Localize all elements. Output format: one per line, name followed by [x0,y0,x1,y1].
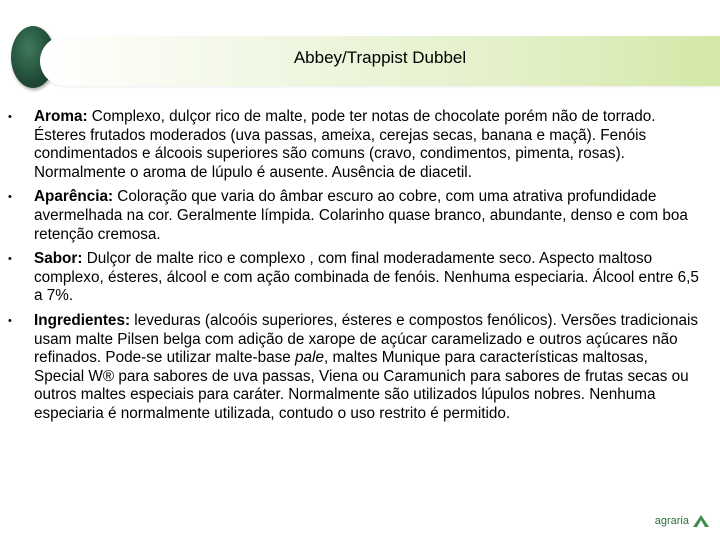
bullet-term: Sabor: [34,250,83,268]
agraria-logo [655,514,710,528]
bullet-dot: • [8,314,12,327]
slide-title: Abbey/Trappist Dubbel [293,48,467,67]
bullet-item-aparencia [0,188,720,244]
bullet-dot: • [8,191,12,204]
bullet-term: Aroma: [34,108,88,125]
bullet-text: Complexo, dulçor rico de malte, pode ter notas de chocolate porém não de torrado. Ésteres frutados moderados (uva passas, ameixa, cerejas secas, banana e maçã). Fenóis condimentados e álcoois superiores são comuns (cravo, condimentos, pimenta, rosas). Normalmente o aroma de lúpulo é ausente. Ausência de diacetil. [34,108,656,181]
bullet-text-italic: pale [295,349,324,367]
bullet-dot: • [8,111,12,123]
bullet-text: Dulçor de malte rico e complexo , com final moderadamente seco. Aspecto maltoso complexo, ésteres, álcool e com ação combinada de fenóis. Nenhuma especiaria. Álcool entre 6,5 a 7%. [34,250,699,305]
bullet-text: Coloração que varia do âmbar escuro ao cobre, com uma atrativa profundidade avermelhada na cor. Geralmente límpida. Colarinho quase branco, abundante, denso e com boa retenção cremosa. [34,188,688,243]
bullet-text: , maltes Munique para características maltosas, Special W® para sabores de uva passas, Viena ou Caramunich para sabores de frutas secas ou outros maltes especiais para caráter. Normalmente são utilizados lúpulos nobres. Nenhuma especiaria é normalmente utilizada, contudo o uso restrito é permitido. [34,349,689,422]
bullet-list [0,108,720,430]
bullet-text: leveduras (alcoóis superiores, ésteres e compostos fenólicos). Versões tradicionais usam malte Pilsen belga com adição de xarope de açúcar caramelizado e outros açúcares não refinados. Pode-se utilizar malte-base [34,311,699,367]
logo-text: agraria [654,515,689,527]
bullet-item-sabor [0,250,720,306]
bullet-dot: • [8,253,12,266]
bullet-item-ingredientes [0,312,720,424]
bullet-item-aroma [0,108,720,182]
bullet-term: Aparência: [34,188,114,206]
bullet-term: Ingredientes: [34,311,131,329]
leaf-icon [692,514,710,528]
